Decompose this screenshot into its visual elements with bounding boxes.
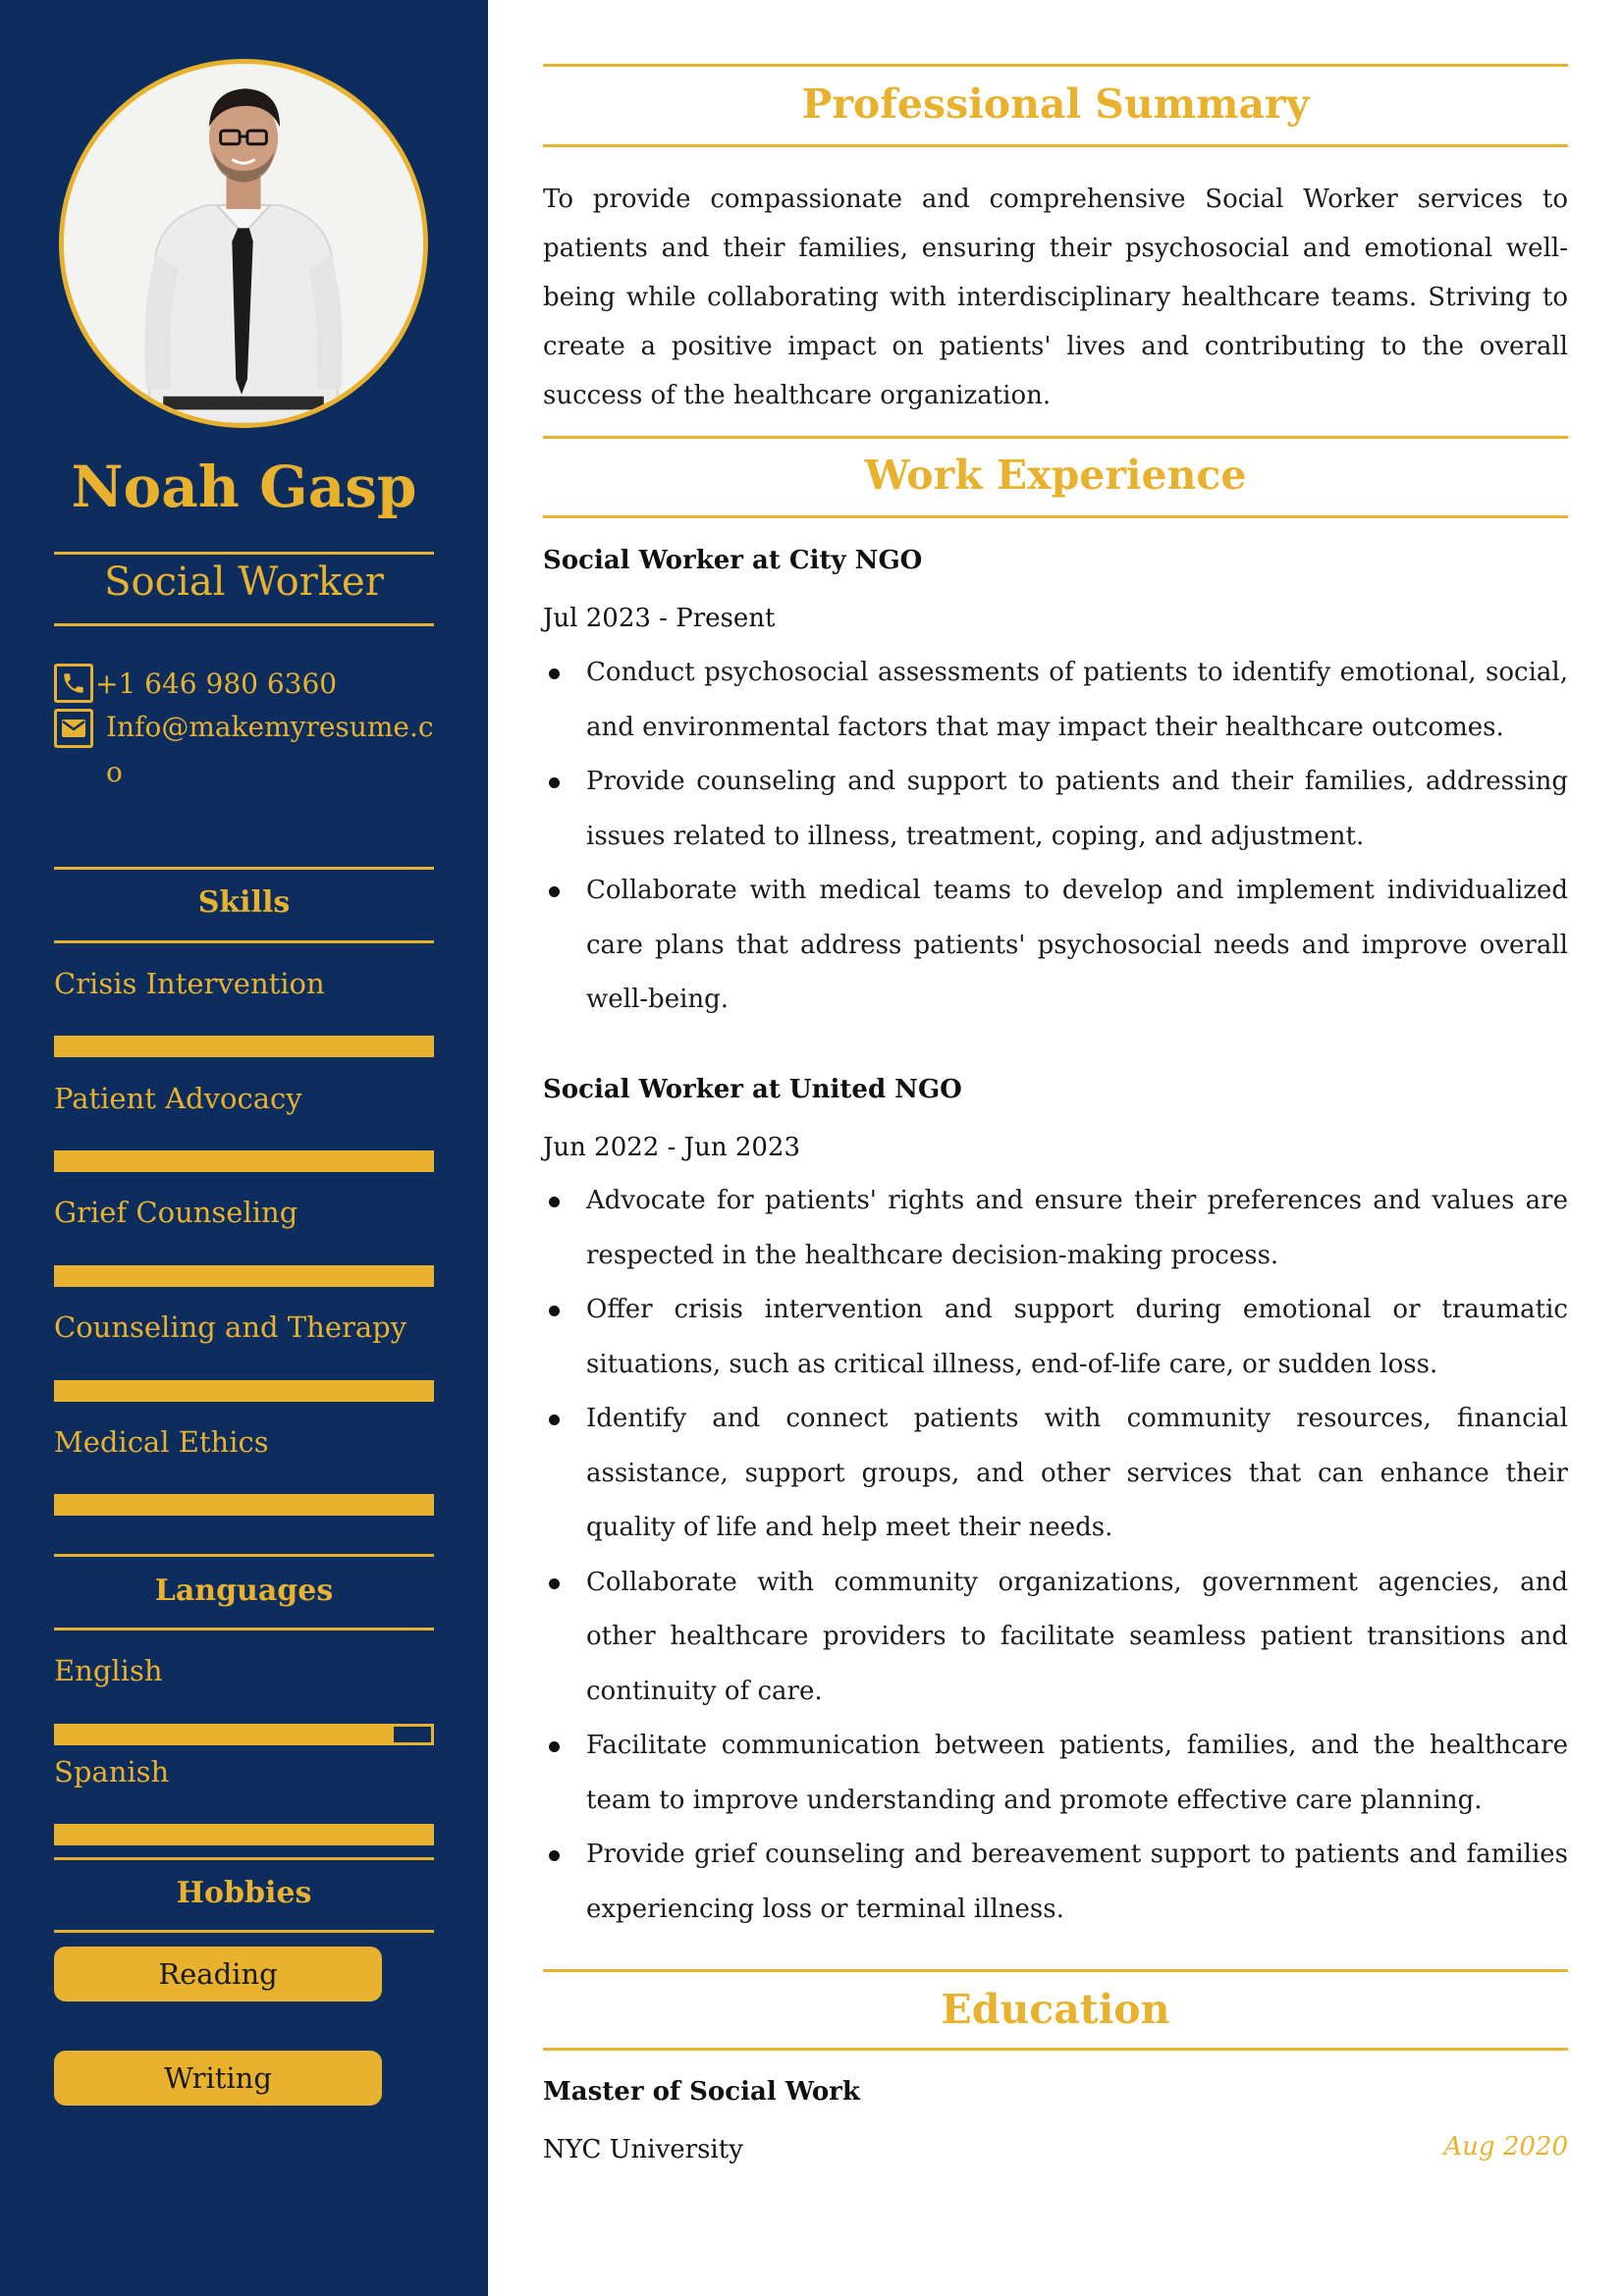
- divider: [54, 940, 434, 943]
- job-duties-list: [543, 1174, 1568, 1937]
- skill-level-bar: [54, 1036, 434, 1057]
- skills-heading: Skills: [197, 885, 291, 920]
- hobby-badge: Reading: [54, 1947, 382, 2002]
- divider: [543, 515, 1568, 518]
- job-duties-list: [543, 646, 1568, 1028]
- divider: [54, 1554, 434, 1557]
- divider: [543, 436, 1568, 439]
- divider: [543, 2048, 1568, 2051]
- school-name: NYC University: [543, 2135, 743, 2164]
- job-dates: Jul 2023 - Present: [543, 604, 776, 633]
- divider: [54, 1628, 434, 1630]
- divider: [543, 64, 1568, 67]
- list-item: Facilitate communication between patients, families, and the healthcare team to improve understanding and promote effective care planning.: [543, 1719, 1568, 1828]
- email-address[interactable]: Info@makemyresume.co: [106, 711, 434, 788]
- skill-level-bar: [54, 1380, 434, 1402]
- divider: [54, 552, 434, 555]
- degree-name: Master of Social Work: [543, 2077, 860, 2107]
- languages-heading: Languages: [154, 1574, 334, 1608]
- skill-level-bar: [54, 1150, 434, 1172]
- candidate-name: Noah Gasp: [71, 454, 417, 520]
- list-item: Offer crisis intervention and support during emotional or traumatic situations, such as critical illness, end-of-life care, or sudden loss.: [543, 1283, 1568, 1392]
- language-level-bar: [54, 1724, 434, 1745]
- education-heading: Education: [941, 1986, 1170, 2033]
- summary-heading: Professional Summary: [801, 80, 1310, 128]
- language-label: Spanish: [54, 1755, 170, 1789]
- list-item: Provide grief counseling and bereavement support to patients and families experiencing loss or terminal illness.: [543, 1828, 1568, 1937]
- divider: [54, 623, 434, 626]
- profile-photo: [59, 59, 428, 428]
- phone-icon: [54, 664, 93, 703]
- main-content: [543, 0, 1568, 2296]
- list-item: Collaborate with medical teams to develop and implement individualized care plans that address patients' psychosocial needs and improve overall well-being.: [543, 864, 1568, 1028]
- skill-label: Crisis Intervention: [54, 967, 325, 1000]
- envelope-icon: [54, 709, 93, 748]
- skill-level-bar: [54, 1494, 434, 1516]
- divider: [543, 144, 1568, 147]
- phone-number[interactable]: +1 646 980 6360: [95, 667, 338, 700]
- person-portrait-image: [64, 64, 423, 423]
- job-dates: Jun 2022 - Jun 2023: [543, 1133, 801, 1162]
- divider: [54, 867, 434, 870]
- summary-text: To provide compassionate and comprehensive Social Worker services to patients and their families, ensuring their psychosocial and emotional well-being while collaborating with interdisciplinary healthcare teams. Striving to create a positive impact on patients' lives and contributing to the overall success of the healthcare organization.: [543, 185, 1568, 410]
- job-title: Social Worker at United NGO: [543, 1075, 962, 1104]
- list-item: Conduct psychosocial assessments of patients to identify emotional, social, and environmental factors that may impact their healthcare outcomes.: [543, 646, 1568, 755]
- language-label: English: [54, 1654, 163, 1687]
- skill-label: Patient Advocacy: [54, 1082, 302, 1115]
- experience-heading: Work Experience: [864, 452, 1247, 499]
- sidebar: [0, 0, 488, 2296]
- hobbies-heading: Hobbies: [176, 1876, 312, 1910]
- skill-label: Grief Counseling: [54, 1196, 298, 1229]
- list-item: Provide counseling and support to patients and their families, addressing issues related to illness, treatment, coping, and adjustment.: [543, 755, 1568, 864]
- candidate-title: Social Worker: [104, 560, 384, 605]
- list-item: Identify and connect patients with community resources, financial assistance, support groups, and other services that can enhance their quality of life and help meet their needs.: [543, 1392, 1568, 1556]
- graduation-date: Aug 2020: [1443, 2132, 1568, 2162]
- divider: [54, 1930, 434, 1933]
- divider: [543, 1969, 1568, 1972]
- hobby-badge: Writing: [54, 2051, 382, 2106]
- list-item: Collaborate with community organizations, government agencies, and other healthcare providers to facilitate seamless patient transitions and continuity of care.: [543, 1556, 1568, 1720]
- language-level-bar: [54, 1824, 434, 1845]
- list-item: Advocate for patients' rights and ensure their preferences and values are respected in the healthcare decision-making process.: [543, 1174, 1568, 1283]
- skill-level-bar: [54, 1265, 434, 1287]
- skill-label: Counseling and Therapy: [54, 1310, 407, 1344]
- divider: [54, 1857, 434, 1860]
- skill-label: Medical Ethics: [54, 1425, 269, 1459]
- job-title: Social Worker at City NGO: [543, 546, 923, 575]
